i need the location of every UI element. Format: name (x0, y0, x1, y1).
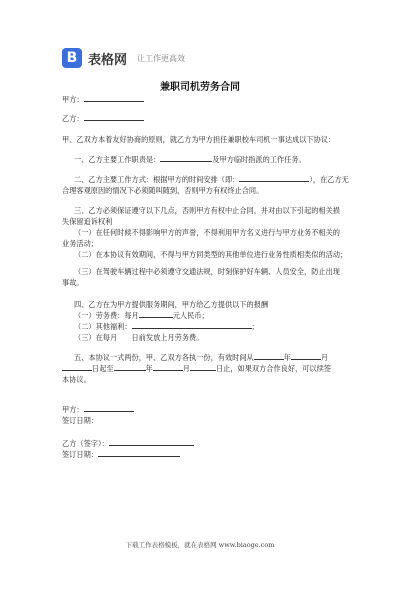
section-3-line-2: 失保留追诉权利 (62, 217, 113, 226)
end-day-blank (190, 363, 216, 371)
section-5-line-3: 本协议。 (62, 375, 91, 384)
fee-line: （一）劳务费：每月 元人民币； (74, 311, 209, 320)
section-3-item-1: （一）在任何时候不得影响甲方的声誉，不得利用甲方名义进行与甲方业务不相关的 (74, 228, 340, 237)
sign-date-b-blank (98, 449, 180, 457)
benefit-blank (132, 321, 252, 329)
benefit-line: （二）其他福利： ； (74, 322, 259, 331)
fee-blank (139, 310, 173, 318)
section-3-item-1-cont: 业务活动； (62, 239, 98, 248)
party-b-line: 乙方： (62, 113, 144, 124)
section-2-line-2: 合理客观原因的情况下必须随叫随到，否则甲方有权终止合同。 (62, 186, 264, 195)
party-b-blank (84, 113, 144, 121)
end-year-blank (114, 363, 146, 371)
section-5-line-2: 日起至 年 月 日止，如果双方合作良好，可以续签 (62, 363, 331, 374)
section-3-item-3-cont: 事故。 (62, 278, 84, 287)
end-month-blank (153, 363, 183, 371)
footer-text: 下载工作表格模板，就在表格网 www.biaoge.com (125, 541, 275, 549)
sign-party-b: 乙方（签字）： (62, 438, 194, 449)
start-year-blank (254, 352, 284, 360)
sign-date-a: 签订日期： (62, 416, 98, 425)
section-1: 一、乙方主要工作职责是： 及甲方临时指派的工作任务。 (74, 155, 306, 164)
duty-blank (160, 154, 212, 162)
site-header (62, 46, 185, 70)
section-3-line-1: 三、乙方必须保证遵守以下几点，否则甲方有权中止合同，并对由以下引起的相关损 (74, 206, 340, 215)
sign-date-b: 签订日期： (62, 449, 180, 460)
section-2-line-1: 二、乙方主要工作方式：根据甲方的时间安排（即： ），在乙方无 (74, 175, 349, 184)
logo-icon: B (62, 48, 82, 68)
intro-text: 甲、乙双方本着友好协商的原则，就乙方为甲方担任兼职校车司机一事达成以下协议： (62, 135, 336, 144)
section-5-line-1: 五、本协议一式两份，甲、乙双方各执一份，有效时间从 年 月 (74, 353, 329, 362)
start-month-blank (291, 352, 321, 360)
section-4-line-1: 四、乙方在为甲方提供服务期间，甲方给乙方提供以下的报酬 (74, 300, 269, 309)
section-3-item-3: （三）在驾驶车辆过程中必须遵守交通法规，时刻保护好车辆、人员安全，防止出现 (74, 267, 340, 276)
section-3-item-2: （二）在本协议有效期间，不得与甲方同类型的其他单位进行业务性质相类似的活动； (74, 250, 348, 259)
party-a-line: 甲方： (62, 94, 144, 105)
sign-a-blank (84, 404, 134, 412)
sign-b-blank (109, 438, 194, 446)
start-day-blank (62, 363, 92, 371)
payment-line: （三）在每月 日前发放上月劳务费。 (74, 333, 204, 342)
sign-party-a: 甲方： (62, 404, 134, 415)
brand-slogan: 让工作更高效 (137, 53, 186, 63)
brand-name: 表格网 (88, 52, 128, 68)
document-title: 兼职司机劳务合同 (160, 82, 240, 93)
schedule-blank (239, 174, 309, 182)
party-a-blank (84, 94, 144, 102)
